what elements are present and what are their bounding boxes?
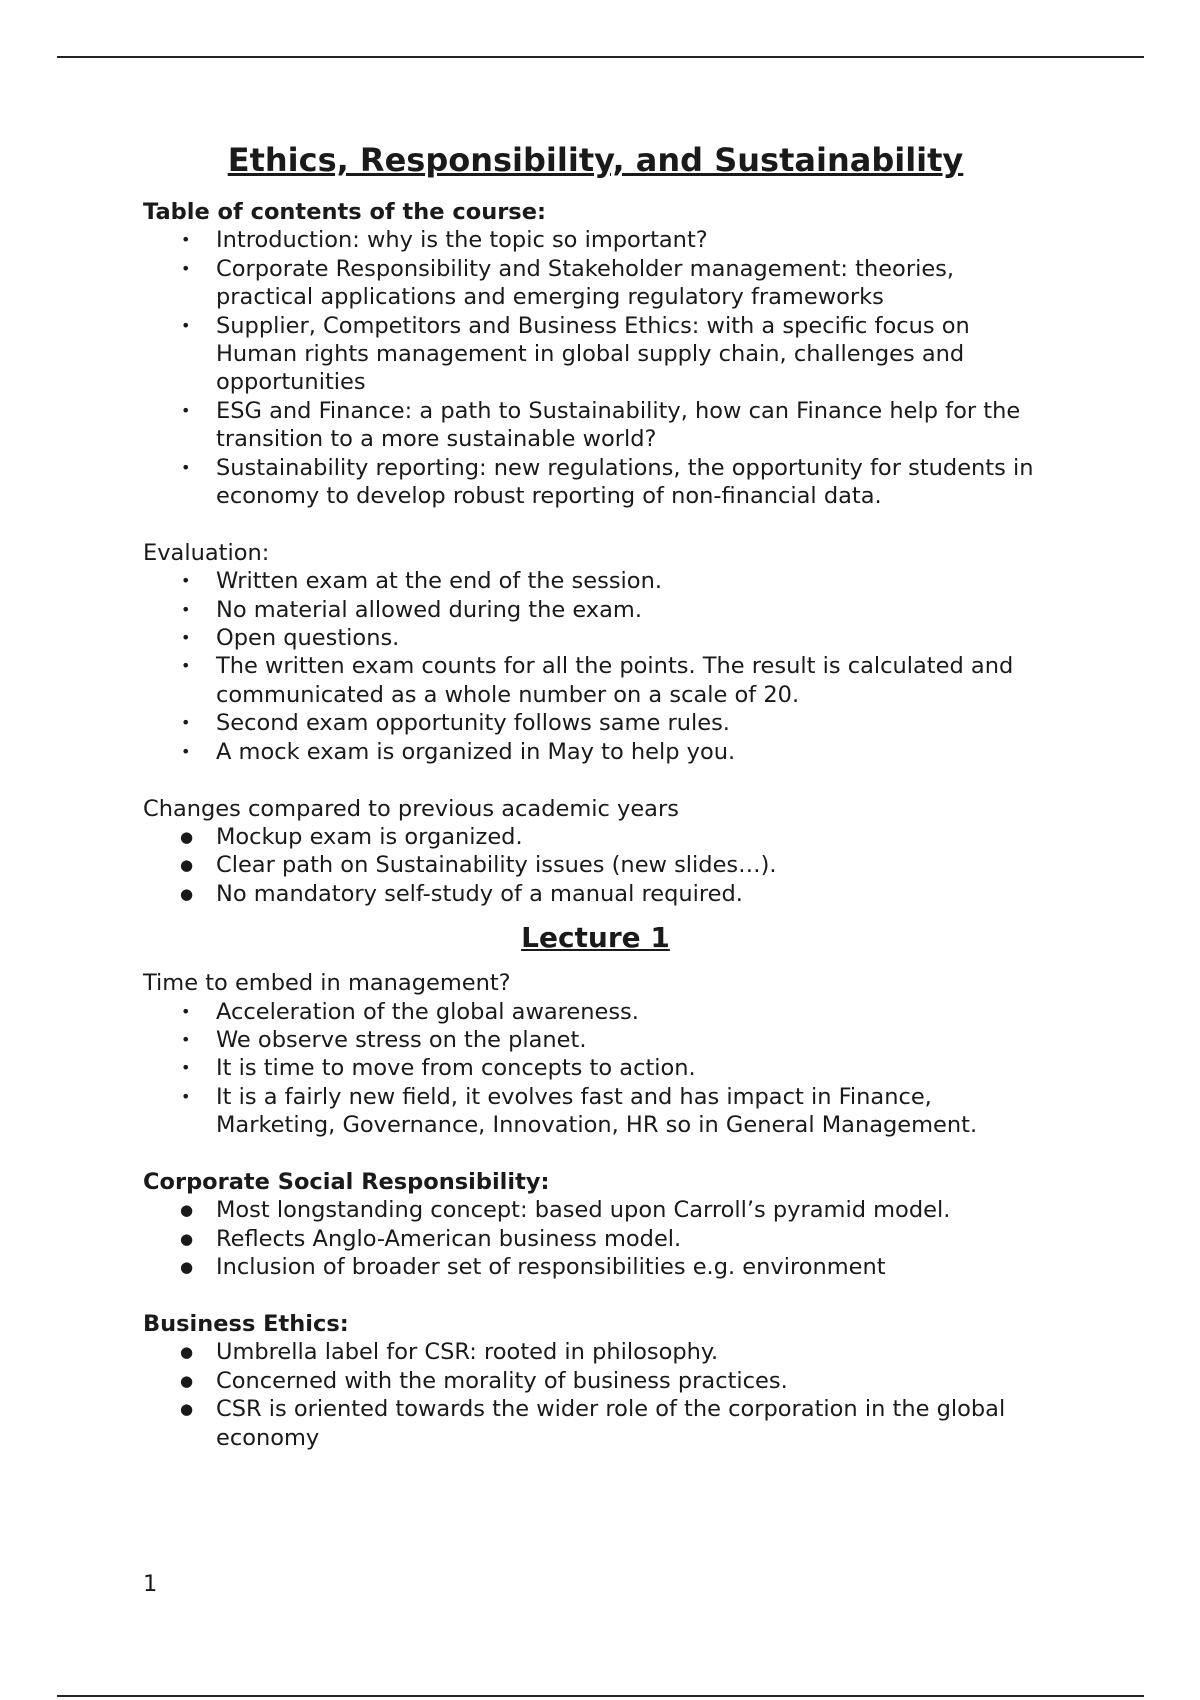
toc-heading: Table of contents of the course: <box>143 199 546 225</box>
changes-item: ● No mandatory self-study of a manual required. <box>143 880 1048 908</box>
evaluation-item: • Open questions. <box>143 624 1048 652</box>
toc-list <box>143 226 1048 510</box>
evaluation-item: • Second exam opportunity follows same rules. <box>143 709 1048 737</box>
csr-item: ● Most longstanding concept: based upon Carroll’s pyramid model. <box>143 1196 1048 1224</box>
toc-item: • Introduction: why is the topic so important? <box>143 226 1048 254</box>
page-number: 1 <box>143 1571 158 1597</box>
toc-item: • Supplier, Competitors and Business Ethics: with a specific focus on Human rights management in global supply chain, challenges and opportunities <box>143 312 1048 397</box>
evaluation-list <box>143 567 1048 766</box>
business-ethics-item: ● Concerned with the morality of business practices. <box>143 1367 1048 1395</box>
changes-item: ● Mockup exam is organized. <box>143 823 1048 851</box>
toc-item: • Corporate Responsibility and Stakeholder management: theories, practical applications and emerging regulatory frameworks <box>143 255 1048 312</box>
toc-item: • Sustainability reporting: new regulations, the opportunity for students in economy to develop robust reporting of non-financial data. <box>143 454 1048 511</box>
embed-item: • We observe stress on the planet. <box>143 1026 1048 1054</box>
lecture-title: Lecture 1 <box>521 921 670 955</box>
toc-item: • ESG and Finance: a path to Sustainability, how can Finance help for the transition to a more sustainable world? <box>143 397 1048 454</box>
evaluation-item: • A mock exam is organized in May to help you. <box>143 738 1048 766</box>
csr-item: ● Reflects Anglo-American business model. <box>143 1225 1048 1253</box>
changes-heading: Changes compared to previous academic years <box>143 795 679 822</box>
business-ethics-item: ● CSR is oriented towards the wider role of the corporation in the global economy <box>143 1395 1048 1452</box>
document-title: Ethics, Responsibility, and Sustainability <box>227 141 964 179</box>
embed-item: • Acceleration of the global awareness. <box>143 998 1048 1026</box>
header-rule <box>57 56 1144 58</box>
embed-item: • It is time to move from concepts to action. <box>143 1054 1048 1082</box>
footer-rule <box>57 1695 1144 1697</box>
evaluation-item: • No material allowed during the exam. <box>143 596 1048 624</box>
embed-item: • It is a fairly new field, it evolves fast and has impact in Finance, Marketing, Governance, Innovation, HR so in General Management. <box>143 1083 1048 1140</box>
embed-list <box>143 998 1048 1140</box>
csr-heading: Corporate Social Responsibility: <box>143 1168 550 1195</box>
evaluation-item: • The written exam counts for all the points. The result is calculated and communicated as a whole number on a scale of 20. <box>143 652 1048 709</box>
business-ethics-item: ● Umbrella label for CSR: rooted in philosophy. <box>143 1338 1048 1366</box>
business-ethics-heading: Business Ethics: <box>143 1310 349 1337</box>
changes-item: ● Clear path on Sustainability issues (new slides…). <box>143 851 1048 879</box>
business-ethics-list <box>143 1338 1048 1452</box>
evaluation-heading: Evaluation: <box>143 539 270 566</box>
document-body <box>143 138 1048 1452</box>
embed-heading: Time to embed in management? <box>143 970 511 997</box>
csr-item: ● Inclusion of broader set of responsibilities e.g. environment <box>143 1253 1048 1281</box>
evaluation-item: • Written exam at the end of the session. <box>143 567 1048 595</box>
changes-list <box>143 823 1048 908</box>
csr-list <box>143 1196 1048 1281</box>
